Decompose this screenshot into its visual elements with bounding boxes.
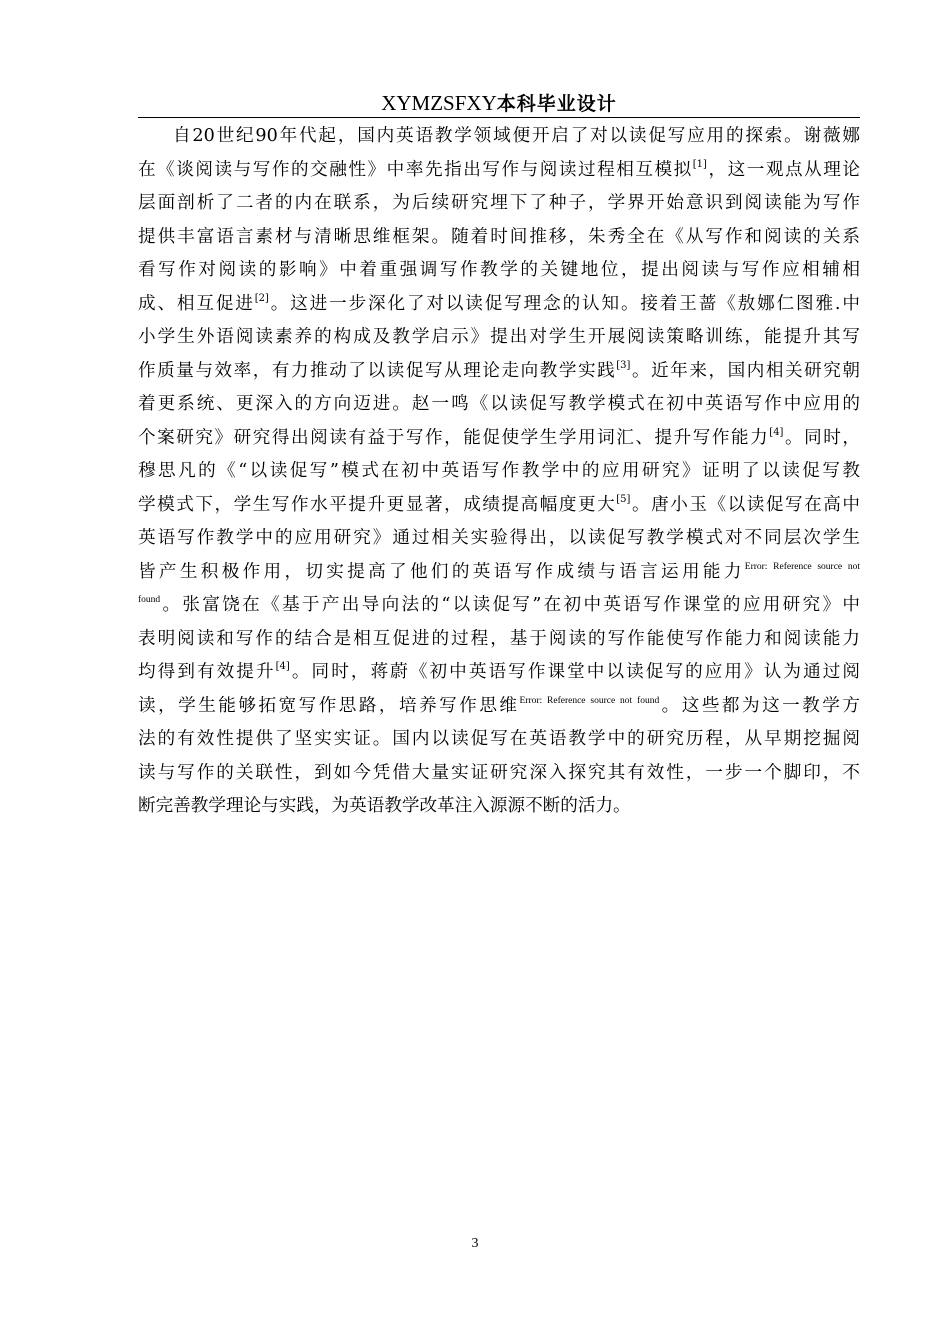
text-line: 小学生外语阅读素养的构成及教学启示》提出对学生开展阅读策略训练，能提升其写 (138, 327, 860, 347)
text-segment: 读，学生能够拓宽写作思路，培养写作思维 (138, 695, 520, 716)
text-segment: 成、相互促进 (138, 293, 255, 314)
body-paragraph (138, 120, 860, 824)
text-line: 英语写作教学中的应用研究》通过相关实验得出，以读促写教学模式对不同层次学生 (138, 528, 860, 548)
header-title (381, 91, 617, 115)
reference-error-note: Error: Reference source not (744, 561, 860, 572)
text-segment: 。近年来，国内相关研究朝 (630, 360, 860, 381)
text-line (138, 355, 860, 389)
citation-marker: [2] (254, 292, 269, 304)
citation-marker: [4] (275, 661, 290, 672)
text-line: 提供丰富语言素材与清晰思维框架。随着时间推移，朱秀全在《从写作和阅读的关系 (138, 226, 860, 247)
text-line (138, 422, 860, 456)
text-line (138, 589, 860, 623)
text-segment: ，这一观点从理论 (706, 159, 860, 180)
text-segment: 。这进一步深化了对以读促写理念的认知。接着王蔷《敖娜仁图雅.中 (268, 293, 860, 314)
text-segment: 。同时， (783, 427, 860, 448)
text-segment: 。张富饶在《基于产出导向法的“以读促写”在初中英语写作课堂的应用研究》中 (160, 595, 860, 615)
page-number: 3 (471, 1236, 479, 1251)
text-line: 看写作对阅读的影响》中着重强调写作教学的关键地位，提出阅读与写作应相辅相 (138, 260, 860, 280)
text-segment: 在《谈阅读与写作的交融性》中率先指出写作与阅读过程相互模拟 (138, 159, 693, 180)
text-segment: 。这些都为这一教学方 (659, 695, 860, 716)
text-segment: 皆产生积极作用，切实提高了他们的英语写作成绩与语言运用能力 (138, 561, 745, 582)
text-line: 断完善教学理论与实践，为英语教学改革注入源源不断的活力。 (138, 796, 631, 816)
text-segment: 学模式下，学生写作水平提升更显著，成绩提高幅度更大 (138, 494, 617, 515)
text-line: 穆思凡的《“以读促写”模式在初中英语写作教学中的应用研究》证明了以读促写教 (138, 461, 860, 481)
text-line (138, 154, 860, 188)
text-line: 层面剖析了二者的内在联系，为后续研究埋下了种子，学界开始意识到阅读能为写作 (138, 193, 860, 213)
text-line: 着更系统、更深入的方向迈进。赵一鸣《以读促写教学模式在初中英语写作中应用的 (138, 394, 860, 414)
reference-error-note: found (138, 595, 161, 605)
text-line: 自20世纪90年代起，国内英语教学领域便开启了对以读促写应用的探索。谢薇娜 (173, 126, 860, 146)
text-line (138, 690, 860, 724)
header-title-cjk: 本科毕业设计 (496, 93, 617, 115)
text-segment: 。唐小玉《以读促写在高中 (630, 494, 860, 515)
citation-marker: [5] (616, 493, 631, 505)
text-line (138, 556, 860, 590)
citation-marker: [4] (769, 426, 784, 438)
page-header (138, 88, 860, 118)
header-title-latin: XYMZSFXY (381, 91, 497, 115)
text-line (138, 288, 860, 322)
text-segment: 。同时，蒋蔚《初中英语写作课堂中以读促写的应用》认为通过阅 (289, 662, 860, 682)
text-line: 法的有效性提供了坚实实证。国内以读促写在英语教学中的研究历程，从早期挖掘阅 (138, 729, 860, 749)
text-line (138, 489, 860, 523)
reference-error-note: Error: Reference source not found (519, 695, 660, 706)
text-line (138, 656, 860, 690)
text-segment: 个案研究》研究得出阅读有益于写作，能促使学生学用词汇、提升写作能力 (138, 427, 770, 448)
citation-marker: [1] (692, 158, 707, 170)
text-segment: 作质量与效率，有力推动了以读促写从理论走向教学实践 (138, 360, 617, 381)
citation-marker: [3] (616, 359, 631, 371)
text-line: 读与写作的关联性，到如今凭借大量实证研究深入探究其有效性，一步一个脚印，不 (138, 762, 860, 783)
text-line: 表明阅读和写作的结合是相互促进的过程，基于阅读的写作能使写作能力和阅读能力 (138, 628, 860, 649)
text-segment: 均得到有效提升 (138, 662, 276, 682)
